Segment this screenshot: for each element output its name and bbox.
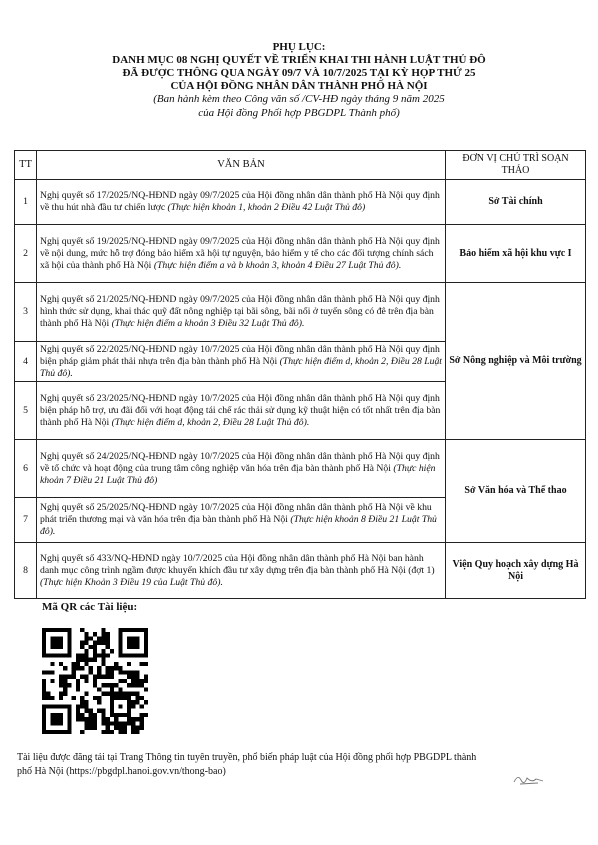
qr-code-icon[interactable] xyxy=(42,628,148,734)
row-number: 5 xyxy=(15,382,37,440)
table-row xyxy=(15,440,586,498)
column-header-unit: ĐƠN VỊ CHỦ TRÌ SOẠN THẢO xyxy=(446,151,586,180)
unit-cell: Sở Nông nghiệp và Môi trường xyxy=(446,283,586,440)
document-header xyxy=(0,41,598,120)
row-number: 4 xyxy=(15,342,37,382)
document-text: Nghị quyết số 22/2025/NQ-HĐND ngày 10/7/2025 của Hội đồng nhân dân thành phố Hà Nội quy định biện pháp giảm phát thải nhựa trên địa bàn thành phố Hà Nội xyxy=(40,343,440,367)
document-note: (Thực hiện điểm a khoản 3 Điều 32 Luật Thủ đô). xyxy=(111,318,305,329)
document-note: (Thực hiện Khoản 3 Điều 19 của Luật Thủ đô). xyxy=(40,576,223,588)
document-text: Nghị quyết số 25/2025/NQ-HĐND ngày 10/7/2025 của Hội đồng nhân dân thành phố Hà Nội về khu phát triển thương mại và văn hóa trên địa bàn thành phố Hà Nội xyxy=(40,502,432,525)
row-number: 2 xyxy=(15,225,37,283)
document-cell xyxy=(37,440,446,498)
column-header-document: VĂN BẢN xyxy=(37,151,446,180)
resolutions-table xyxy=(14,150,586,599)
row-number: 7 xyxy=(15,498,37,543)
table-header-row xyxy=(15,151,586,180)
document-text: Nghị quyết số 433/NQ-HĐND ngày 10/7/2025 của Hội đồng nhân dân thành phố Hà Nội ban hành danh mục công trình ngầm được khuyến khích đầu tư xây dựng trên địa bàn thành phố Hà Nội (đợt 1) xyxy=(40,552,435,576)
table-row xyxy=(15,283,586,342)
document-cell xyxy=(37,180,446,225)
table-row xyxy=(15,543,586,599)
list-title-line3: CỦA HỘI ĐỒNG NHÂN DÂN THÀNH PHỐ HÀ NỘI xyxy=(170,80,428,92)
list-title-line2: ĐÃ ĐƯỢC THÔNG QUA NGÀY 09/7 VÀ 10/7/2025 TẠI KỲ HỌP THỨ 25 xyxy=(122,67,476,79)
document-text: Nghị quyết số 17/2025/NQ-HĐND ngày 09/7/2025 của Hội đồng nhân dân thành phố Hà Nội quy định về thu hút nhà đầu tư chiến lược xyxy=(40,190,440,213)
document-cell xyxy=(37,498,446,543)
document-cell xyxy=(37,543,446,599)
document-note: (Thực hiện điểm a và b khoản 3, khoản 4 Điều 27 Luật Thủ đô). xyxy=(153,259,402,271)
document-cell xyxy=(37,342,446,382)
document-note: (Thực hiện điểm d, khoản 2, Điều 28 Luật Thủ đô). xyxy=(40,355,442,379)
unit-cell: Sở Tài chính xyxy=(446,180,586,225)
document-cell xyxy=(37,283,446,342)
document-text: Nghị quyết số 19/2025/NQ-HĐND ngày 09/7/2025 của Hội đồng nhân dân thành phố Hà Nội quy định về nội dung, mức hỗ trợ đóng bảo hiểm xã hội tự nguyện, bảo hiểm y tế cho các đối tượng chính sách xã hội của thành phố Hà Nội xyxy=(40,235,440,271)
document-cell xyxy=(37,225,446,283)
document-cell xyxy=(37,382,446,440)
unit-cell: Viện Quy hoạch xây dựng Hà Nội xyxy=(446,543,586,599)
document-note: (Thực hiện khoản 8 Điều 21 Luật Thủ đô). xyxy=(40,514,437,537)
table-row xyxy=(15,225,586,283)
table-row xyxy=(15,180,586,225)
document-note: (Thực hiện điểm d, khoản 2, Điều 28 Luật Thủ đô). xyxy=(111,416,310,428)
column-header-tt: TT xyxy=(15,151,37,180)
footer-note: Tài liệu được đăng tải tại Trang Thông tin tuyên truyền, phổ biến pháp luật của Hội đồng phối hợp PBGDPL thành phố Hà Nội (https://pbgdpl.hanoi.gov.vn/thong-bao) xyxy=(17,752,477,777)
document-note: (Thực hiện khoản 7 Điều 21 Luật Thủ đô) xyxy=(40,462,436,486)
row-number: 3 xyxy=(15,283,37,342)
unit-cell: Sở Văn hóa và Thể thao xyxy=(446,440,586,543)
row-number: 1 xyxy=(15,180,37,225)
unit-cell: Bảo hiểm xã hội khu vực I xyxy=(446,225,586,283)
row-number: 8 xyxy=(15,543,37,599)
document-text: Nghị quyết số 24/2025/NQ-HĐND ngày 10/7/2025 của Hội đồng nhân dân thành phố Hà Nội quy định về tổ chức và hoạt động của trung tâm công nghiệp văn hóa trên địa bàn thành phố Hà Nội xyxy=(40,450,440,474)
subtitle: (Ban hành kèm theo Công văn số /CV-HĐ ngày tháng 9 năm 2025 xyxy=(153,93,445,105)
list-title: DANH MỤC 08 NGHỊ QUYẾT VỀ TRIỂN KHAI THI HÀNH LUẬT THỦ ĐÔ xyxy=(112,54,486,66)
row-number: 6 xyxy=(15,440,37,498)
document-text: Nghị quyết số 21/2025/NQ-HĐND ngày 09/7/2025 của Hội đồng nhân dân thành phố Hà Nội quy định hình thức sử dụng, khai thác quỹ đất nông nghiệp tại bãi sông, bãi nổi ở tuyến sông có đê trên địa bàn thành phố Hà Nội xyxy=(40,294,440,329)
document-note: (Thực hiện khoản 1, khoản 2 Điều 42 Luật Thủ đô) xyxy=(167,202,366,213)
qr-title: Mã QR các Tài liệu: xyxy=(42,601,138,613)
signature-icon xyxy=(510,770,550,788)
document-text: Nghị quyết số 23/2025/NQ-HĐND ngày 10/7/2025 của Hội đồng nhân dân thành phố Hà Nội quy định biện pháp hỗ trợ, ưu đãi đối với hoạt động tái chế rác thải sử dụng kỹ thuật hiện có tốt nhất trên địa bàn thành phố Hà Nội xyxy=(40,392,441,428)
appendix-title: PHỤ LỤC: xyxy=(272,41,326,53)
subtitle-line2: của Hội đồng Phối hợp PBGDPL Thành phố) xyxy=(198,106,400,119)
